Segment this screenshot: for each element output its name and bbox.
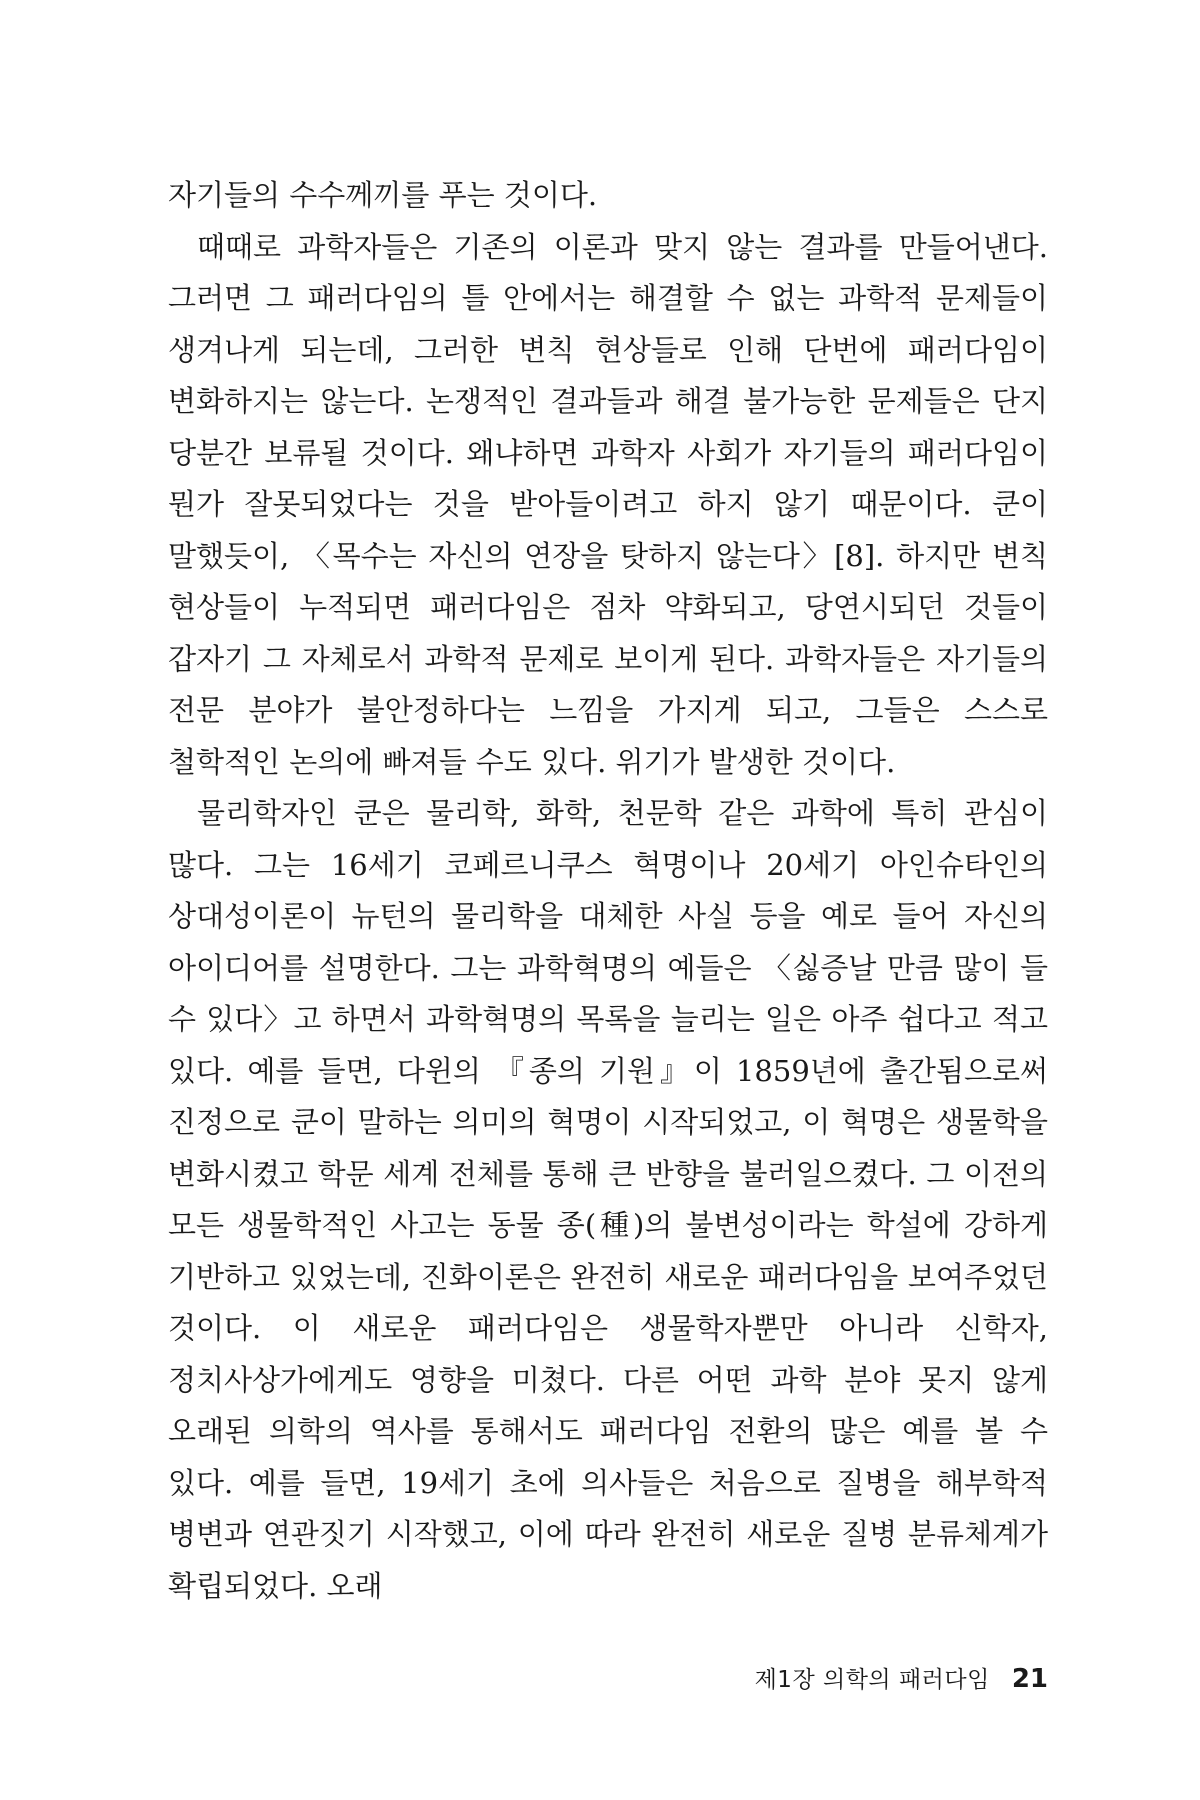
paragraph-2: 때때로 과학자들은 기존의 이론과 맞지 않는 결과를 만들어낸다. 그러면 그 패러다임의 틀 안에서는 해결할 수 없는 과학적 문제들이 생겨나게 되는데, 그러한 변칙 현상들로 인해 단번에 패러다임이 변화하지는 않는다. 논쟁적인 결과들과 해결 불가능한 문제들은 단지 당분간 보류될 것이다. 왜냐하면 과학자 사회가 자기들의 패러다임이 뭔가 잘못되었다는 것을 받아들이려고 하지 않기 때문이다. 쿤이 말했듯이, 〈목수는 자신의 연장을 탓하지 않는다〉[8]. 하지만 변칙 현상들이 누적되면 패러다임은 점차 약화되고, 당연시되던 것들이 갑자기 그 자체로서 과학적 문제로 보이게 된다. 과학자들은 자기들의 전문 분야가 불안정하다는 느낌을 가지게 되고, 그들은 스스로 철학적인 논의에 빠져들 수도 있다. 위기가 발생한 것이다. — [168, 229, 1048, 779]
page-number: 21 — [1011, 1664, 1048, 1694]
running-chapter-title: 제1장 의학의 패러다임 — [754, 1667, 990, 1693]
paragraph-3: 물리학자인 쿤은 물리학, 화학, 천문학 같은 과학에 특히 관심이 많다. 그는 16세기 코페르니쿠스 혁명이나 20세기 아인슈타인의 상대성이론이 뉴턴의 물리학을 대체한 사실 등을 예로 들어 자신의 아이디어를 설명한다. 그는 과학혁명의 예들은 〈싫증날 만큼 많이 들 수 있다〉고 하면서 과학혁명의 목록을 늘리는 일은 아주 쉽다고 적고 있다. 예를 들면, 다윈의 『종의 기원』이 1859년에 출간됨으로써 진정으로 쿤이 말하는 의미의 혁명이 시작되었고, 이 혁명은 생물학을 변화시켰고 학문 세계 전체를 통해 큰 반향을 불러일으켰다. 그 이전의 모든 생물학적인 사고는 동물 종(種)의 불변성이라는 학설에 강하게 기반하고 있었는데, 진화이론은 완전히 새로운 패러다임을 보여주었던 것이다. 이 새로운 패러다임은 생물학자뿐만 아니라 신학자, 정치사상가에게도 영향을 미쳤다. 다른 어떤 과학 분야 못지 않게 오래된 의학의 역사를 통해서도 패러다임 전환의 많은 예를 볼 수 있다. 예를 들면, 19세기 초에 의사들은 처음으로 질병을 해부학적 병변과 연관짓기 시작했고, 이에 따라 완전히 새로운 질병 분류체계가 확립되었다. 오래 — [168, 796, 1048, 1603]
paragraph-1: 자기들의 수수께끼를 푸는 것이다. — [168, 178, 598, 212]
page-footer — [755, 1661, 1048, 1694]
body-text — [168, 170, 1048, 1612]
